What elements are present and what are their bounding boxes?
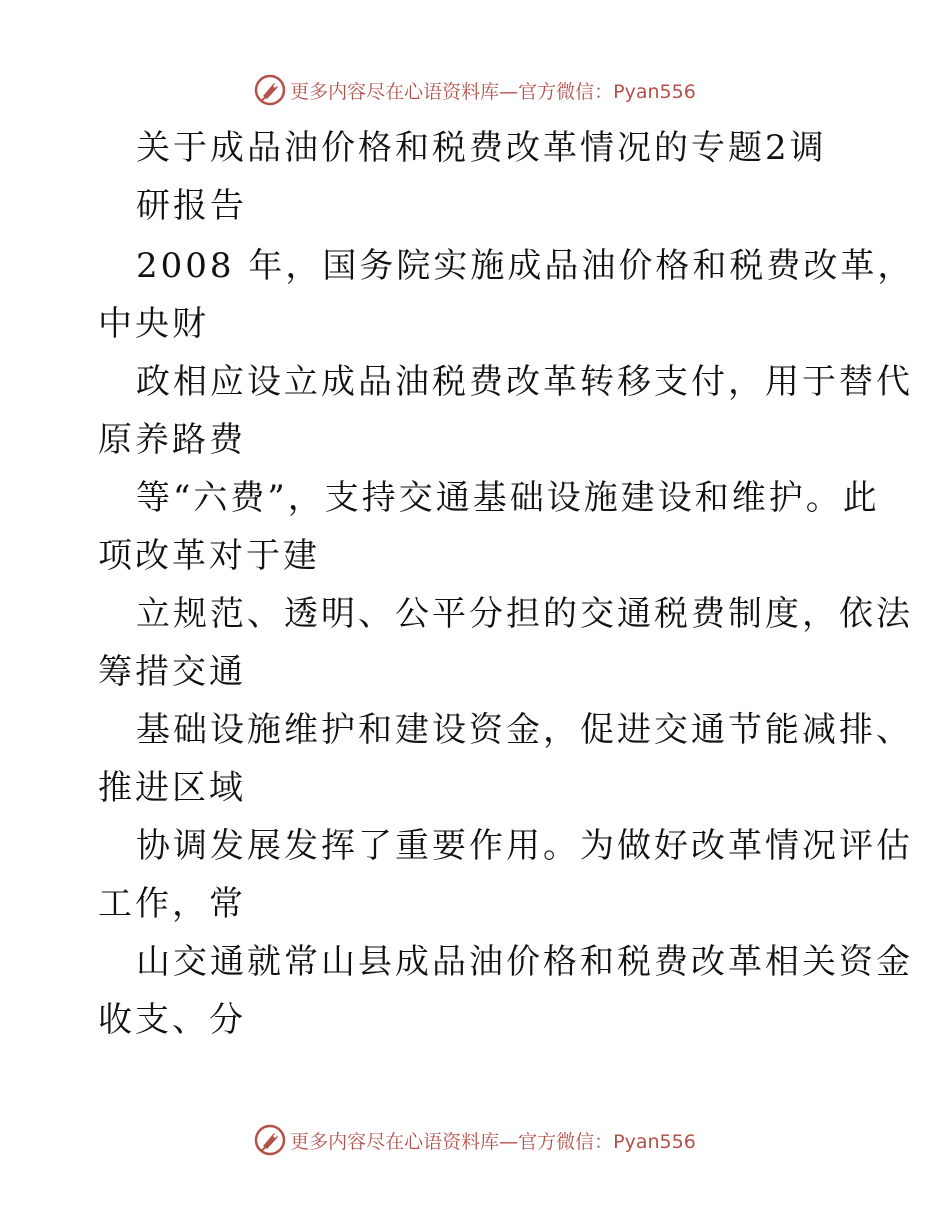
document-title-line: 关于成品油价格和税费改革情况的专题2调 [136, 128, 827, 168]
footer-banner-text: 更多内容尽在心语资料库—官方微信：Pyan556 [290, 1130, 696, 1153]
pen-nib-logo-icon [254, 74, 286, 106]
paragraph-line: 项改革对于建 [98, 536, 320, 576]
header-banner [0, 70, 950, 110]
paragraph-line: 原养路费 [98, 420, 246, 460]
paragraph-line: 推进区域 [98, 768, 246, 808]
paragraph-line: 中央财 [98, 304, 209, 344]
footer-banner [0, 1120, 950, 1160]
paragraph-line: 立规范、透明、公平分担的交通税费制度，依法 [136, 594, 913, 634]
paragraph-line: 2008 年，国务院实施成品油价格和税费改革， [136, 246, 915, 286]
paragraph-line: 等“六费”，支持交通基础设施建设和维护。此 [136, 478, 880, 518]
paragraph-line: 基础设施维护和建设资金，促进交通节能减排、 [136, 710, 913, 750]
paragraph-line: 收支、分 [98, 1000, 246, 1040]
paragraph-line: 山交通就常山县成品油价格和税费改革相关资金 [136, 942, 913, 982]
paragraph-line: 工作，常 [98, 884, 246, 924]
paragraph-line: 政相应设立成品油税费改革转移支付，用于替代 [136, 362, 913, 402]
paragraph-line: 筹措交通 [98, 652, 246, 692]
paragraph-line: 协调发展发挥了重要作用。为做好改革情况评估 [136, 826, 913, 866]
pen-nib-logo-icon [254, 1124, 286, 1156]
header-banner-text: 更多内容尽在心语资料库—官方微信：Pyan556 [290, 80, 696, 103]
document-title-line: 研报告 [136, 186, 247, 226]
